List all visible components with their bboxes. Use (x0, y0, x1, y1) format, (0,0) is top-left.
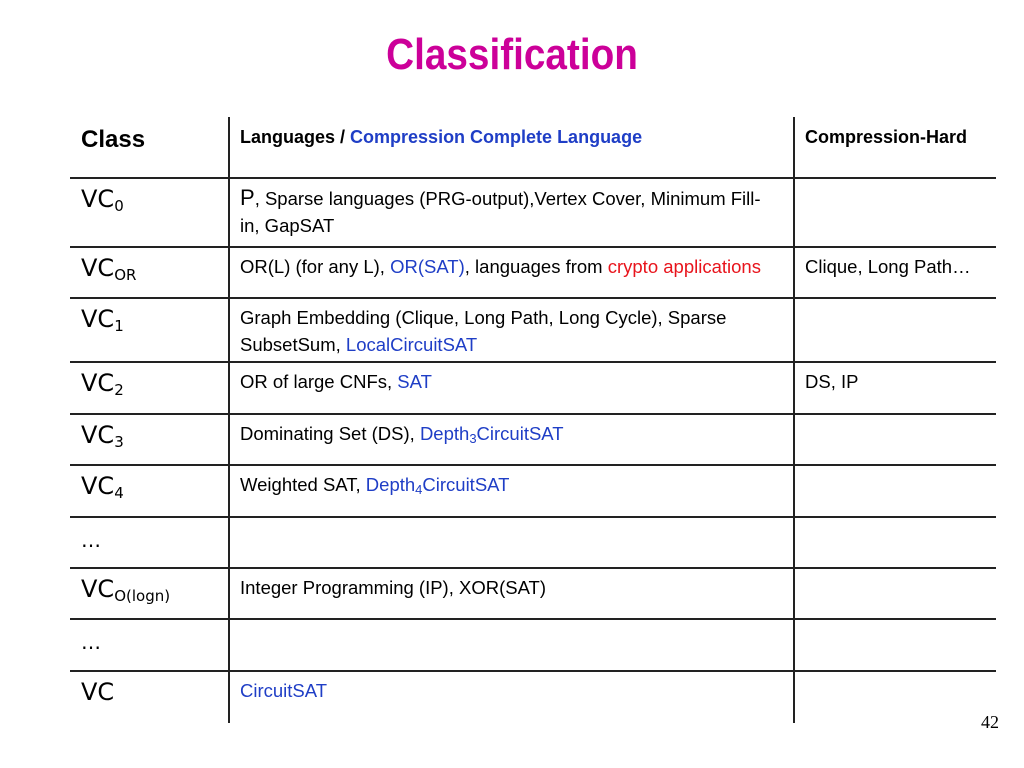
language-highlight: CircuitSAT (476, 423, 564, 444)
class-cell (70, 414, 229, 465)
table-row (70, 465, 996, 517)
table-row (70, 568, 996, 619)
ellipsis-cell: … (70, 619, 229, 671)
language-highlight-red: crypto applications (607, 256, 761, 277)
language-text: OR of large CNFs, (240, 371, 398, 392)
language-p: P (240, 185, 255, 210)
hard-cell (794, 671, 996, 723)
table-row (70, 362, 996, 414)
hard-cell (794, 298, 996, 362)
language-highlight: CircuitSAT (240, 680, 328, 701)
language-subscript: 4 (415, 482, 423, 497)
table-row (70, 247, 996, 298)
class-name: VC (81, 678, 115, 706)
class-name: VC (81, 185, 115, 213)
class-name: VC (81, 575, 115, 603)
language-text: OR(L) (for any L), (240, 256, 391, 277)
header-languages (229, 117, 794, 178)
language-text: , languages from (464, 256, 608, 277)
class-cell (70, 362, 229, 414)
table-row (70, 178, 996, 247)
language-text: Weighted SAT, (240, 474, 366, 495)
languages-cell (229, 247, 794, 298)
class-subscript: 1 (114, 317, 124, 335)
class-subscript: 0 (114, 197, 124, 215)
hard-cell: Clique, Long Path… (794, 247, 996, 298)
language-highlight: Depth (365, 474, 416, 495)
table-row (70, 517, 996, 568)
language-text: , Sparse languages (PRG-output),Vertex Cover, Minimum Fill-in, GapSAT (240, 188, 761, 236)
languages-cell (229, 671, 794, 723)
languages-cell (229, 178, 794, 247)
languages-cell (229, 298, 794, 362)
empty-cell (229, 619, 794, 671)
empty-cell (794, 517, 996, 568)
hard-cell (794, 465, 996, 517)
hard-cell (794, 178, 996, 247)
table-row (70, 414, 996, 465)
empty-cell (794, 619, 996, 671)
languages-cell (229, 414, 794, 465)
header-class: Class (70, 117, 229, 178)
language-highlight: Depth (419, 423, 470, 444)
language-subscript: 3 (469, 431, 477, 446)
header-languages-label: Languages / (240, 127, 351, 147)
class-cell (70, 671, 229, 723)
language-highlight: SAT (397, 371, 432, 392)
hard-cell: DS, IP (794, 362, 996, 414)
class-name: VC (81, 421, 115, 449)
header-compression-hard: Compression-Hard (794, 117, 996, 178)
languages-cell (229, 568, 794, 619)
class-cell (70, 298, 229, 362)
class-name: VC (81, 305, 115, 333)
class-cell (70, 178, 229, 247)
header-compression-complete: Compression Complete Language (350, 127, 643, 147)
table-row (70, 619, 996, 671)
language-highlight: LocalCircuitSAT (345, 334, 478, 355)
page-number: 42 (981, 712, 999, 732)
class-cell (70, 465, 229, 517)
class-name: VC (81, 472, 115, 500)
table-header-row (70, 117, 996, 178)
languages-cell (229, 362, 794, 414)
empty-cell (229, 517, 794, 568)
class-subscript: 4 (114, 484, 124, 502)
class-subscript: O(logn) (114, 587, 171, 605)
language-highlight: CircuitSAT (422, 474, 510, 495)
classification-table (70, 117, 996, 723)
language-text: Graph Embedding (Clique, Long Path, Long Cycle), Sparse SubsetSum, (240, 307, 727, 355)
class-name: VC (81, 254, 115, 282)
class-cell (70, 247, 229, 298)
class-cell (70, 568, 229, 619)
ellipsis-cell: … (70, 517, 229, 568)
class-subscript: 2 (114, 381, 124, 399)
slide-title: Classification (386, 30, 638, 79)
table-row (70, 671, 996, 723)
language-text: Integer Programming (IP), XOR(SAT) (240, 577, 547, 598)
class-subscript: OR (114, 266, 137, 284)
languages-cell (229, 465, 794, 517)
language-highlight: OR(SAT) (390, 256, 465, 277)
language-text: Dominating Set (DS), (240, 423, 420, 444)
class-name: VC (81, 369, 115, 397)
hard-cell (794, 568, 996, 619)
class-subscript: 3 (114, 433, 124, 451)
table-row (70, 298, 996, 362)
hard-cell (794, 414, 996, 465)
